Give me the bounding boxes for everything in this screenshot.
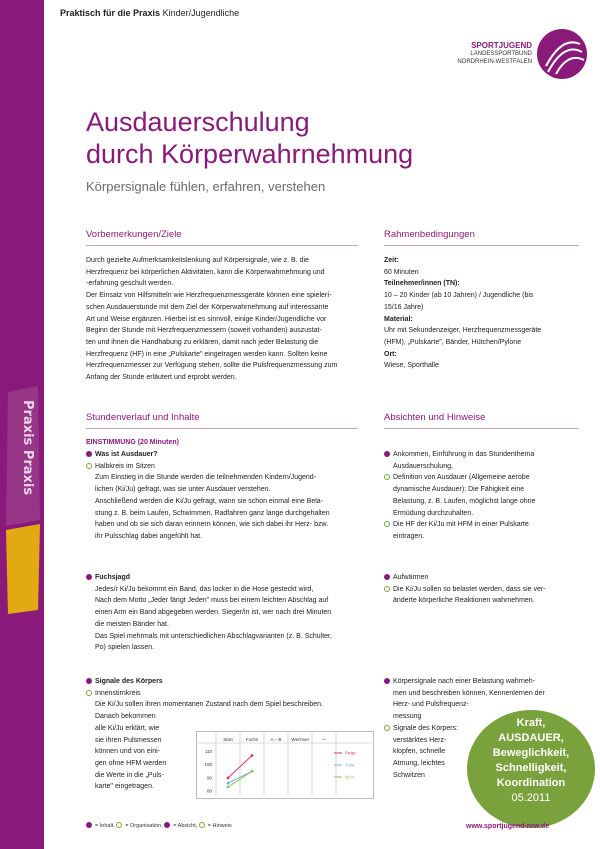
- stunden-heading: Stundenverlauf und Inhalte: [86, 412, 200, 423]
- text-line: Zum Einstieg in die Stunde werden die teilnehmenden Kindern/Jugend-: [95, 474, 317, 482]
- chart-data-point: [227, 786, 230, 789]
- chart-data-point: [227, 776, 230, 779]
- chart-category-label: A – B: [270, 737, 282, 742]
- sidebar-text: Praxis Praxis: [20, 400, 35, 496]
- legend: = Inhalt, = Organisation, = Absicht, = Hinweis: [86, 822, 232, 829]
- inhalt-bullet-icon: [86, 451, 92, 457]
- logo-brand: SPORTJUGEND: [471, 41, 532, 50]
- pulse-card-chart: [196, 731, 374, 799]
- text-line: die Werte in die „Puls-: [95, 771, 164, 779]
- absicht-bullet-icon: [384, 678, 390, 684]
- header-line: Praktisch für die Praxis Kinder/Jugendliche: [60, 8, 240, 18]
- chart-legend-label: Peter: [345, 750, 356, 756]
- text-line: Anschließend werden die Ki/Ju gefragt, wann sie schon einmal eine Bela-: [95, 497, 324, 505]
- chart-legend-label: Nico: [345, 774, 355, 780]
- text-line: die meisten Bänder hat.: [95, 620, 169, 628]
- chart-legend-label: Julia: [345, 762, 355, 768]
- chart-y-tick-label: 100: [204, 762, 212, 768]
- text-line: Herzfrequenz (HF) in eine „Pulskarte" eingetragen werden kann. Sollten keine: [86, 350, 328, 358]
- text-line: -erfahrung geschult werden.: [86, 280, 174, 288]
- sportjugend-logo: [420, 28, 590, 88]
- text-line: Herzfrequenz bei körperlichen Aktivitäten, kann die Körperwahrnehmung und: [86, 268, 325, 276]
- logo-line2: NORDRHEIN-WESTFALEN: [457, 59, 532, 65]
- text-line: Art und Weise ergänzen. Hierbei ist es sinnvoll, einige Kinder/Jugendliche vor: [86, 315, 327, 323]
- absichten-block-2: Aufwärmen Die Ki/Ju sollen so belastet werden, dass sie ver- änderte körperliche Reaktionen wahrnehmen.: [384, 572, 584, 607]
- text-line: gen ohne HFM werden: [95, 759, 167, 767]
- text-line: sie ihren Pulsmessen: [95, 736, 162, 744]
- divider: [384, 428, 579, 429]
- text-line: Anfang der Stunde erläutert und erprobt werden.: [86, 374, 237, 382]
- website-link[interactable]: www.sportjugend-nrw.de: [466, 823, 550, 830]
- chart-category-label: Wechsel: [291, 737, 309, 742]
- organisation-legend-icon: [116, 822, 122, 828]
- vorbemerkungen-heading: Vorbemerkungen/Ziele: [86, 229, 182, 240]
- chart-data-point: [251, 770, 254, 773]
- text-line: haben und ob sie sich daran erinnern können, wie sich dabei ihr Herz- bzw.: [95, 521, 329, 529]
- divider: [86, 245, 358, 246]
- block-signale: Signale des Körpers Innenstirnkreis Die Ki/Ju sollen ihren momentanen Zustand nach dem Spiel beschreiben. Danach bekommen alle Ki/Ju erklärt, wie sie ihren Pulsmessen können und von eini- gen ohne HFM werden die Werte in die „Puls- karte" eingetragen.: [86, 676, 376, 793]
- absicht-legend-icon: [164, 822, 170, 828]
- hinweis-legend-icon: [199, 822, 205, 828]
- text-line: Danach bekommen: [95, 713, 156, 721]
- page-title: Ausdauerschulung durch Körperwahrnehmung: [86, 107, 414, 169]
- chart-category-label: Start: [223, 737, 233, 742]
- text-line: schen Ausdauerstunde mit dem Ziel der Körperwahrnehmung auf interessante: [86, 303, 329, 311]
- chart-category-label: —: [321, 737, 327, 742]
- topic-badge: Kraft, AUSDAUER, Beweglichkeit, Schnelligkeit, Koordination 05.2011: [467, 710, 595, 828]
- text-line: einen Arm ein Band abgegeben werden. Sieger/in ist, wer nach drei Minuten: [95, 609, 332, 617]
- inhalt-bullet-icon: [86, 678, 92, 684]
- organisation-bullet-icon: [86, 690, 92, 696]
- chart-data-point: [251, 754, 254, 757]
- block-fuchsjagd: Fuchsjagd Jedes/r Ki/Ju bekommt ein Band, das locker in die Hose gesteckt wird, Nach dem Motto „Jeder fängt Jeden" muss bei einem leichten Abschlag auf einen Arm ein Band abgegeben werden. Sieger/in ist, wer nach drei Minuten die meisten Bänder hat. Das Spiel mehrmals mit unterschiedlichen Abschlagvarianten (z. B. Schulter, Po) spielen lassen.: [86, 572, 371, 654]
- logo-emblem-icon: [536, 28, 588, 80]
- text-line: Beginn der Stunde mit Herzfrequenzmessern (soweit vorhanden) auszustat-: [86, 327, 322, 335]
- vorbemerkungen-text: [86, 255, 366, 384]
- absichten-block-1: Ankommen, Einführung in das Stundenthema Ausdauerschulung, Definition von Ausdauer (Allgemeine aerobe dynamische Ausdauer): Die Fähigkeit eine Belastung, z. B. Laufen, möglichst lange ohne Ermüdung durchzuhalten. Die HF der Ki/Ju mit HFM in einer Pulskarte eintragen.: [384, 449, 584, 543]
- text-line: Po) spielen lassen.: [95, 644, 155, 652]
- inhalt-legend-icon: [86, 822, 92, 828]
- text-line: Nach dem Motto „Jeder fängt Jeden" muss bei einem leichten Abschlag auf: [95, 597, 329, 605]
- block-was-ist-ausdauer: Was ist Ausdauer? Halbkreis im Sitzen Zum Einstieg in die Stunde werden die teilnehmenden Kindern/Jugend- lichen (Ki/Ju) gefragt, was sie unter Ausdauer verstehen. Anschließend werden die Ki/Ju gefragt, wann sie schon einmal eine Bela- stung z. B. beim Laufen, Schwimmen, Radfahren ganz lange durchgehalten haben und ob sie sich daran erinnern können, wie sich dabei ihr Herz- bzw. ihr Pulsschlag dabei angefühlt hat.: [86, 449, 371, 543]
- hinweis-bullet-icon: [384, 725, 390, 731]
- text-line: Herzfrequenzmesser zur Verfügung stehen, sollte die Pulsfrequenzmessung zum: [86, 362, 338, 370]
- text-line: Der Einsatz von Hilfsmitteln wie Herzfrequenzmessgeräte können eine spielerí-: [86, 292, 332, 300]
- text-line: stung z. B. beim Laufen, Schwimmen, Radfahren ganz lange durchgehalten: [95, 509, 330, 517]
- phase-label: EINSTIMMUNG (20 Minuten): [86, 439, 179, 446]
- text-line: Durch gezielte Aufmerksamkeitslenkung auf Körpersignale, wie z. B. die: [86, 257, 309, 264]
- divider: [86, 428, 358, 429]
- rahmen-text: Zeit: 60 Minuten Teilnehmer/innen (TN): 10 – 20 Kinder (ab 10 Jahren) / Jugendliche (bis 15/16 Jahre) Material: Uhr mit Sekundenzeiger, Herzfrequenzmessgeräte (HFM), „Pulskarte", Bänder, Hütchen/Pylone Ort: Wiese, Sporthalle: [384, 257, 542, 370]
- text-line: ihr Pulsschlag dabei angefühlt hat.: [95, 532, 203, 540]
- page-subtitle: Körpersignale fühlen, erfahren, verstehen: [86, 179, 326, 194]
- rahmen-heading: Rahmenbedingungen: [384, 229, 475, 240]
- hinweis-bullet-icon: [384, 474, 390, 480]
- absichten-heading: Absichten und Hinweise: [384, 412, 486, 423]
- text-line: karte" eingetragen.: [95, 783, 154, 791]
- text-line: Jedes/r Ki/Ju bekommt ein Band, das locker in die Hose gesteckt wird,: [95, 585, 314, 593]
- absicht-bullet-icon: [384, 574, 390, 580]
- text-line: können und von eini-: [95, 748, 160, 756]
- logo-line1: LANDESSPORTBUND: [470, 51, 532, 57]
- divider: [384, 245, 579, 246]
- sidebar-decoration: [0, 0, 44, 849]
- absichten-block-3: Körpersignale nach einer Belastung wahrneh- men und beschreiben können, Kennenlernen der Herz- und Pulsfrequenz- messung Signale des Körpers: verstärktes Herz- klopfen, schnelle Atmung, leichtes Schwitzen: [384, 676, 584, 781]
- chart-y-tick-label: 90: [206, 775, 212, 781]
- chart-category-label: Fuchs: [245, 737, 259, 742]
- hinweis-bullet-icon: [384, 586, 390, 592]
- text-line: alle Ki/Ju erklärt, wie: [95, 724, 160, 732]
- chart-y-tick-label: 110: [204, 749, 212, 755]
- chart-y-tick-label: 80: [206, 788, 212, 794]
- hinweis-bullet-icon: [384, 521, 390, 527]
- inhalt-bullet-icon: [86, 574, 92, 580]
- text-line: ten und ihnen die Handhabung zu erklären, damit nach jeder Belastung die: [86, 338, 319, 346]
- text-line: lichen (Ki/Ju) gefragt, was sie unter Ausdauer verstehen.: [95, 486, 271, 494]
- absicht-bullet-icon: [384, 451, 390, 457]
- text-line: Das Spiel mehrmals mit unterschiedlichen Abschlagvarianten (z. B. Schulter,: [95, 632, 332, 640]
- organisation-bullet-icon: [86, 463, 92, 469]
- chart-data-point: [227, 782, 230, 785]
